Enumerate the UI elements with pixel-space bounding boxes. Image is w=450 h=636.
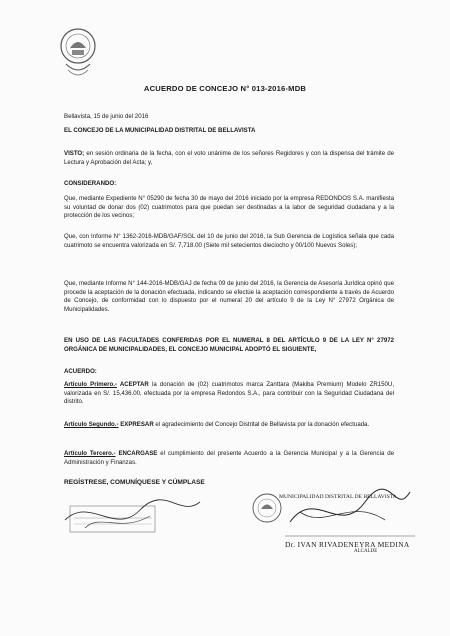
closing-formula: REGÍSTRESE, COMUNÍQUESE Y CÚMPLASE [64, 479, 205, 486]
article-second-label: Artículo Segundo.- [64, 421, 119, 428]
article-first-text: la donación de (02) cuatrimotos marca Zanttara (Makiba Premium) Modelo ZR150U, valorizada en S/. 15,436.00, efectuada por la empresa Redondos S.A., para contribuir con la Seguridad Ciudadana del distrito. [64, 381, 395, 406]
powers-paragraph: EN USO DE LAS FACULTADES CONFERIDAS POR EL NUMERAL 8 DEL ARTÍCULO 9 DE LA LEY N° 27972 ORGÁNICA DE MUNICIPALIDADES, EL CONCEJO MUNICIPAL ADOPTÓ EL SIGUIENTE, [64, 337, 394, 354]
article-third [64, 450, 394, 467]
municipal-seal-icon [58, 26, 98, 84]
paragraph-informe-logistica: Que, con Informe N° 1362-2016-MDB/GAF/SGL del 10 de junio del 2016, la Sub Gerencia de Logística señala que cada cuatrimoto se encuentra valorizada en S/. 7,718.00 (Siete mil setecientos dieciocho y 00/100 Nuevos Soles); [64, 233, 394, 249]
acuerdo-label: ACUERDO: [64, 368, 97, 375]
article-second [64, 421, 394, 430]
date-line: Bellavista, 15 de junio del 2016 [64, 113, 149, 120]
article-third-label: Artículo Tercero.- [64, 450, 116, 457]
visto-paragraph [64, 150, 394, 167]
visto-label: VISTO; [64, 150, 85, 157]
article-first-label: Artículo Primero.- [64, 381, 117, 388]
secretary-stamp-signature-icon [60, 488, 210, 548]
paragraph-informe-juridica: Que, mediante Informe N° 144-2016-MDB/GAJ de fecha 09 de junio del 2016, la Gerencia de Asesoría Jurídica opinó que procede la aceptación de la donación efectuada, indicando se efectúe la aceptación correspondiente a través de Acuerdo de Concejo, de conformidad con lo dispuesto por el numeral 20 del artículo 9 de la Ley N° 27972 Orgánica de Municipalidades. [64, 280, 394, 313]
signer-name: Dr. IVAN RIVADENEYRA MEDINA [285, 540, 410, 549]
document-title: ACUERDO DE CONCEJO N° 013-2016-MDB [143, 84, 307, 93]
considerando-label: CONSIDERANDO: [64, 180, 117, 187]
article-second-verb: EXPRESAR [118, 421, 154, 428]
visto-text: en sesión ordinaria de la fecha, con el voto unánime de los señores Regidores y con la dispensa del trámite de Lectura y Aprobación del Acta; y, [64, 150, 394, 166]
article-third-text: el cumplimiento del presente Acuerdo a la Gerencia Municipal y a la Gerencia de Administración y Finanzas. [64, 450, 394, 466]
article-third-verb: ENCARGASE [115, 450, 158, 457]
council-heading: EL CONCEJO DE LA MUNICIPALIDAD DISTRITAL DE BELLAVISTA [64, 127, 256, 134]
article-second-text: el agradecimiento del Concejo Distrital de Bellavista por la donación efectuada. [153, 421, 370, 428]
municipality-stamp-text: MUNICIPALIDAD DISTRITAL DE BELLAVISTA [279, 494, 397, 500]
article-first-verb: ACEPTAR [116, 381, 149, 388]
article-first [64, 381, 394, 407]
signer-role: ALCALDE [354, 549, 378, 554]
paragraph-expediente: Que, mediante Expediente N° 05290 de fecha 30 de mayo del 2016 iniciado por la empresa REDONDOS S.A. manifiesta su voluntad de donar dos (02) cuatrimotos para que puedan ser destinadas a la labor de seguridad ciudadana y a la protección de los vecinos; [64, 195, 394, 220]
